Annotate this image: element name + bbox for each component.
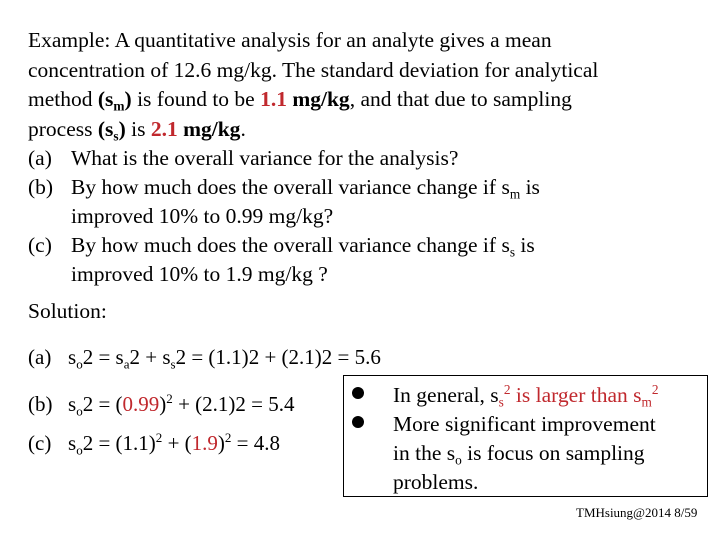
bullet-icon (352, 416, 364, 428)
footer (576, 505, 697, 521)
improved-sm-value: 0.99 (122, 392, 160, 416)
callout-bullet-2-line-3: problems. (393, 470, 479, 494)
improved-ss-value: 1.9 (191, 431, 218, 455)
question-a-label: (a) (28, 146, 52, 170)
problem-line-1: Example: A quantitative analysis for an analyte gives a mean (28, 28, 552, 52)
solution-a-label: (a) (28, 345, 52, 369)
question-b-label: (b) (28, 175, 54, 199)
problem-statement (28, 26, 598, 144)
question-c-text: By how much does the overall variance change if $s_s$ is (71, 233, 535, 260)
question-b-line-2: improved 10% to 0.99 mg/kg? (71, 204, 334, 228)
question-c-line-2: improved 10% to 1.9 mg/kg ? (71, 262, 328, 286)
callout-bullet-2-line-2: in the $s_o$ is focus on sampling (393, 441, 645, 468)
problem-line-2: concentration of 12.6 mg/kg. The standard deviation for analytical (28, 57, 599, 82)
solution-c-label: (c) (28, 431, 52, 455)
bullet-icon (352, 387, 364, 399)
sm-value: 1.1 (260, 87, 287, 111)
problem-line-4: process $(s_s)$ is 2.1 mg/kg. (28, 116, 246, 144)
solution-a-equation: $s_o2 = s_a2 + s_s2 = (1.1)2 + (2.1)2 = 5.6$ (68, 345, 381, 372)
footer-credit: TMHsiung@2014 (576, 505, 672, 520)
ss-value: 2.1 (150, 116, 178, 141)
question-b-text: By how much does the overall variance change if $s_m$ is (71, 175, 540, 202)
question-a-text: What is the overall variance for the analysis? (71, 146, 459, 170)
callout-box (343, 375, 708, 497)
page-number: 8/59 (674, 505, 698, 520)
question-c-label: (c) (28, 233, 52, 257)
callout-bullet-1: In general, $s_s^2$ is larger than $s_m^2$ (393, 382, 659, 410)
solution-heading: Solution: (28, 299, 107, 323)
solution-b-equation: $s_o2 = (0.99)^2 + (2.1)2 = 5.4$ (68, 391, 295, 419)
solution-c-equation: $s_o2 = (1.1)^2 + (1.9)^2 = 4.8$ (68, 430, 281, 458)
callout-bullet-2-line-1: More significant improvement (393, 412, 656, 436)
problem-line-3: method $(s_m)$ is found to be 1.1 mg/kg, and that due to sampling (28, 87, 572, 114)
solution-b-label: (b) (28, 392, 53, 416)
